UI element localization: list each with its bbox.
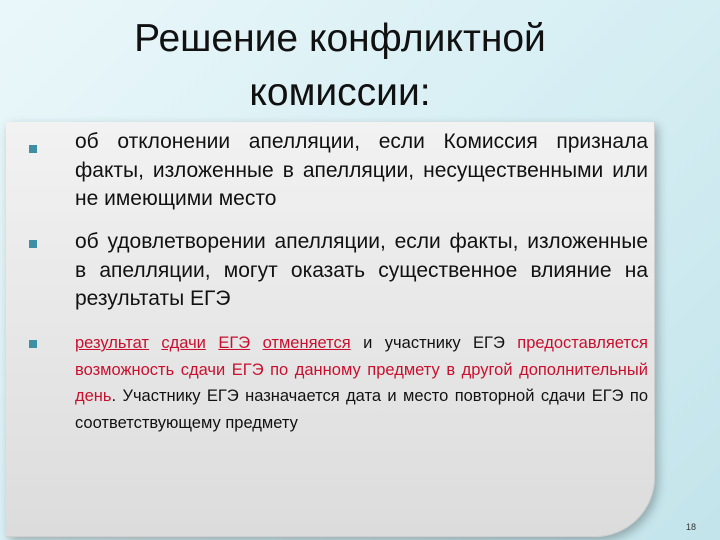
- square-bullet-icon: [29, 240, 37, 248]
- highlight-text: предоставляется возможность сдачи ЕГЭ по данному предмету в другой дополнительный день: [75, 334, 648, 405]
- plain-text: . Участнику ЕГЭ назначается дата и место повторной сдачи ЕГЭ по соответствующему предмету: [75, 387, 648, 432]
- bullet-text: об отклонении апелляции, если Комиссия признала факты, изложенные в апелляции, несущественными или не имеющими место: [75, 130, 648, 211]
- plain-text: и участнику ЕГЭ: [363, 334, 505, 352]
- highlight-text: сдачи: [161, 334, 206, 352]
- square-bullet-icon: [29, 340, 37, 348]
- slide-title: Решение конфликтной комиссии:: [134, 17, 546, 114]
- highlight-text: ЕГЭ: [218, 334, 251, 352]
- highlight-text: результат: [75, 334, 149, 352]
- page-number: 18: [686, 522, 697, 532]
- highlight-text: отменяется: [262, 334, 351, 352]
- bullet-text: [75, 330, 648, 436]
- bullet-text: об удовлетворении апелляции, если факты, изложенные в апелляции, могут оказать существенное влияние на результаты ЕГЭ: [75, 230, 648, 311]
- square-bullet-icon: [29, 145, 37, 153]
